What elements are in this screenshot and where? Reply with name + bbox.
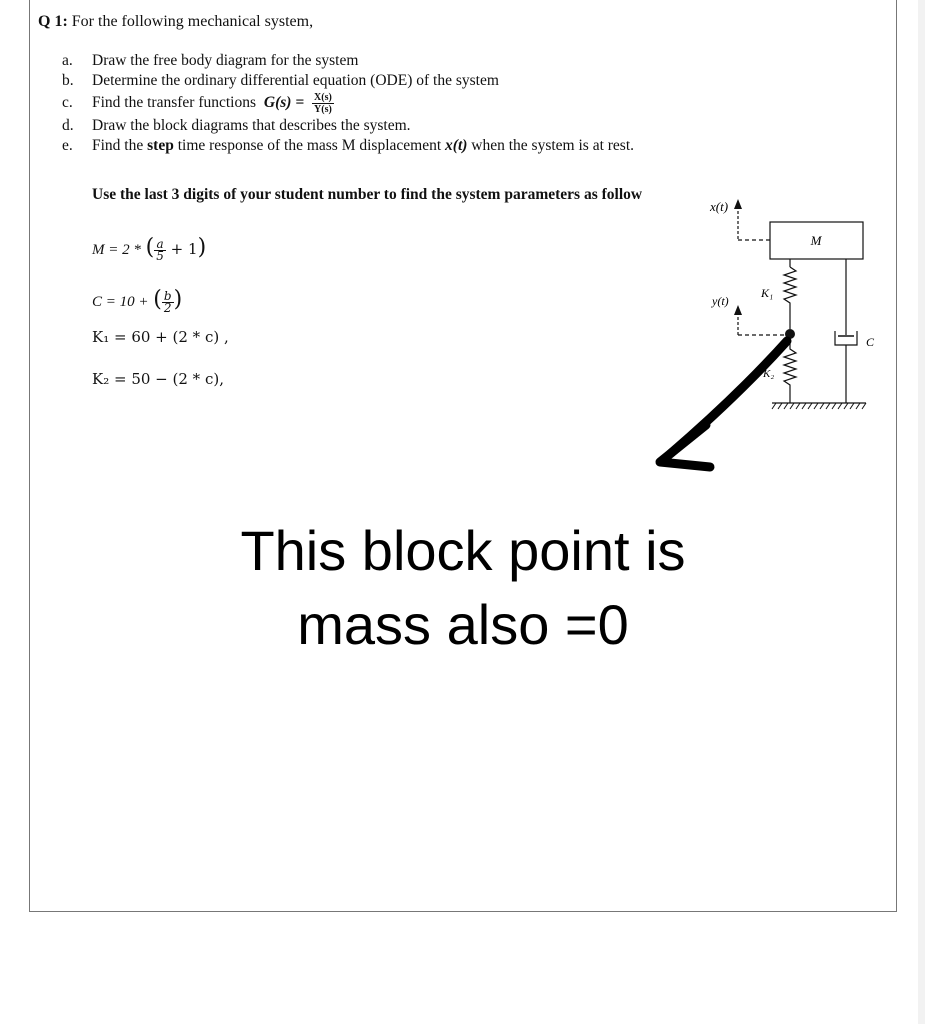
- task-letter: a.: [62, 52, 73, 69]
- eq-m-tail: + 1: [170, 240, 198, 258]
- task-letter: c.: [62, 94, 73, 111]
- damper-label: C: [866, 335, 875, 349]
- task-letter: b.: [62, 72, 74, 89]
- task-bold-word: step: [147, 137, 174, 154]
- fraction-denominator: Y(s): [314, 103, 332, 115]
- task-letter: e.: [62, 137, 73, 154]
- eq-m-lhs: M = 2 *: [92, 242, 141, 258]
- task-text: Draw the free body diagram for the system: [92, 52, 359, 69]
- k1-label: K₁: [761, 286, 774, 300]
- task-text-before: Find the: [92, 137, 144, 154]
- annotation-line-2: mass also =0: [297, 593, 629, 656]
- equation-k2: K₂ = 50 − (2 * c),: [92, 370, 224, 388]
- annotation-note: [30, 514, 896, 662]
- eq-m-denominator: 5: [156, 248, 164, 263]
- x-arrow-head: [734, 199, 742, 209]
- question-text: For the following mechanical system,: [71, 13, 314, 30]
- eq-m-numerator: a: [154, 239, 166, 251]
- annotation-line-1: This block point is: [240, 519, 686, 582]
- y-arrow-head: [734, 305, 742, 315]
- equation-k1: K₁ = 60 + (2 * c) ,: [92, 328, 229, 346]
- annotation-arrow-head: [660, 425, 710, 467]
- k2-label: K₂: [763, 368, 775, 380]
- task-letter: d.: [62, 117, 74, 134]
- mass-label: M: [810, 233, 822, 248]
- equation-mass: M = 2 * ( $\frac{a}{5}$ + 1): [92, 235, 207, 263]
- eq-c-denominator: 2: [163, 300, 172, 315]
- equation-damping: C = 10 + ( $\frac{b}{2}$ ): [92, 287, 183, 315]
- fraction-numerator: X(s): [314, 91, 332, 103]
- task-text-end: when the system is at rest.: [471, 137, 635, 154]
- ground-hatch: [772, 403, 866, 409]
- eq-c-lhs: C = 10 +: [92, 294, 149, 310]
- x-label: x(t): [710, 199, 729, 214]
- parameters-heading: Use the last 3 digits of your student number to find the system parameters as follow: [92, 186, 643, 203]
- displacement-symbol: x(t): [445, 137, 468, 154]
- y-label: y(t): [712, 294, 729, 308]
- task-text: Determine the ordinary differential equation (ODE) of the system: [92, 72, 499, 89]
- document-page: [29, 0, 897, 912]
- task-text: Draw the block diagrams that describes the system.: [92, 117, 411, 134]
- transfer-function-lhs: G(s) =: [263, 94, 305, 111]
- task-text: Find the transfer functions: [92, 94, 257, 111]
- question-label: Q 1:: [38, 13, 68, 30]
- spring-k1: [784, 267, 796, 329]
- eq-c-numerator: b: [163, 288, 172, 303]
- mechanical-system-diagram: [30, 0, 896, 479]
- task-text-after: time response of the mass M displacement: [177, 137, 442, 154]
